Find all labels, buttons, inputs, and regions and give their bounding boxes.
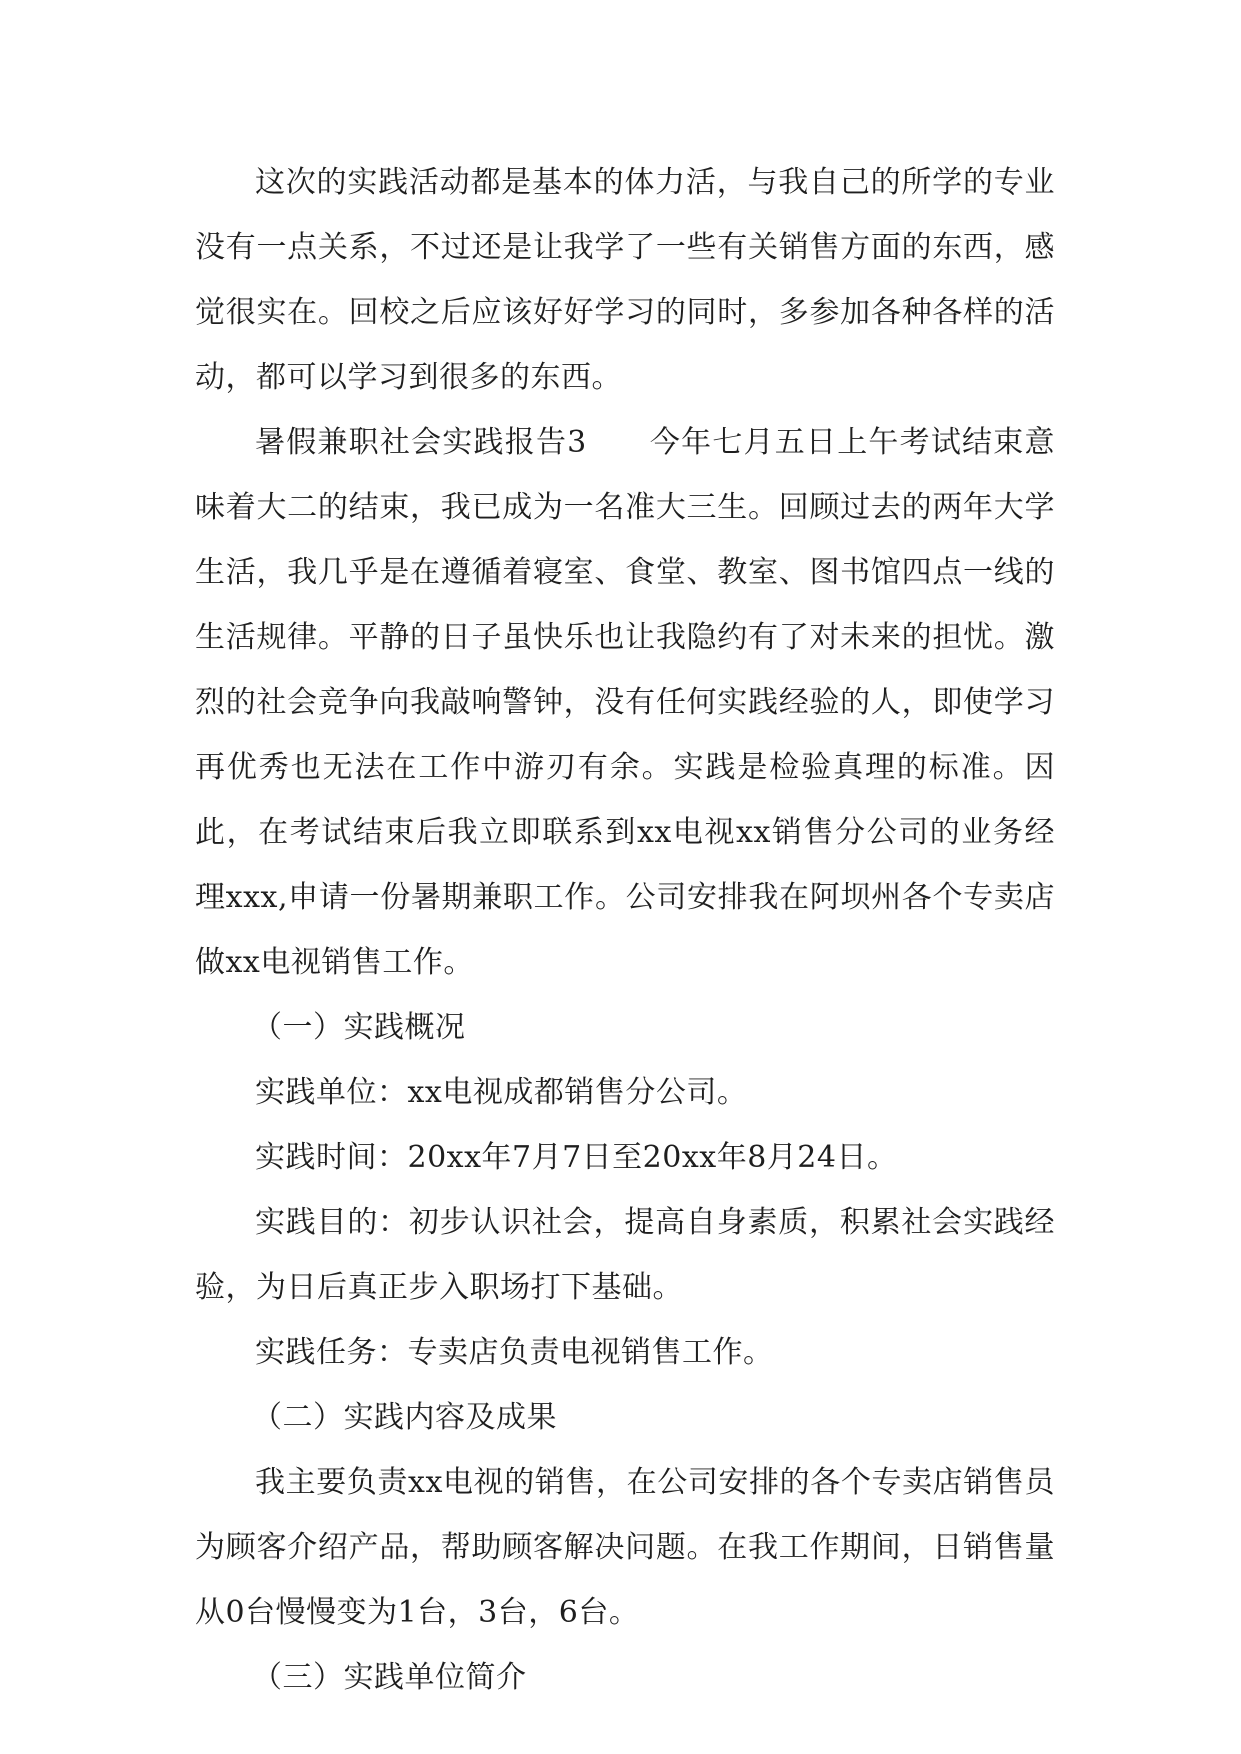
paragraph-practice-time: 实践时间：20xx年7月7日至20xx年8月24日。	[255, 1140, 898, 1175]
paragraph-practice-purpose: 实践目的：初步认识社会，提高自身素质，积累社会实践经验，为日后真正步入职场打下基础。	[195, 1205, 1055, 1305]
paragraph-report-intro: 暑假兼职社会实践报告3 今年七月五日上午考试结束意味着大二的结束，我已成为一名准大三生。回顾过去的两年大学生活，我几乎是在遵循着寝室、食堂、教室、图书馆四点一线的生活规律。平静的日子虽快乐也让我隐约有了对未来的担忧。激烈的社会竞争向我敲响警钟，没有任何实践经验的人，即使学习再优秀也无法在工作中游刃有余。实践是检验真理的标准。因此，在考试结束后我立即联系到xx电视xx销售分公司的业务经理xxx,申请一份暑期兼职工作。公司安排我在阿坝州各个专卖店做xx电视销售工作。	[195, 425, 1055, 980]
document-body	[195, 150, 1055, 1710]
section-heading-unit-intro: （三）实践单位简介	[252, 1660, 527, 1695]
section-heading-content: （二）实践内容及成果	[252, 1400, 557, 1435]
paragraph-sales-results: 我主要负责xx电视的销售，在公司安排的各个专卖店销售员为顾客介绍产品，帮助顾客解决问题。在我工作期间，日销售量从0台慢慢变为1台，3台，6台。	[195, 1465, 1055, 1630]
paragraph-practice-task: 实践任务：专卖店负责电视销售工作。	[255, 1335, 774, 1370]
paragraph-practice-unit: 实践单位：xx电视成都销售分公司。	[255, 1075, 748, 1110]
paragraph-summary: 这次的实践活动都是基本的体力活，与我自己的所学的专业没有一点关系，不过还是让我学了一些有关销售方面的东西，感觉很实在。回校之后应该好好学习的同时，多参加各种各样的活动，都可以学习到很多的东西。	[195, 165, 1055, 395]
section-heading-overview: （一）实践概况	[252, 1010, 466, 1045]
